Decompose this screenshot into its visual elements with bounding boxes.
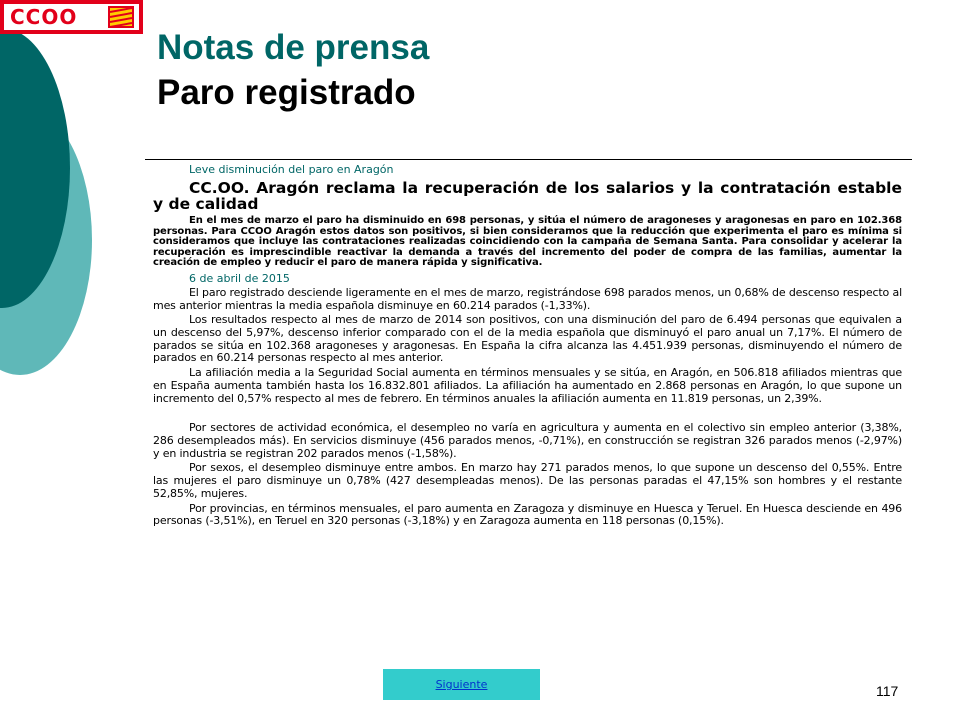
- decorative-circles: [0, 0, 150, 720]
- article-date: 6 de abril de 2015: [189, 271, 290, 285]
- next-button[interactable]: Siguiente: [383, 669, 540, 700]
- page-number: 117: [876, 683, 899, 699]
- article-headline: CC.OO. Aragón reclama la recuperación de los salarios y la contratación estable y de calidad: [153, 179, 902, 213]
- paragraph-sexos: Por sexos, el desempleo disminuye entre ambos. En marzo hay 271 parados menos, lo que supone un descenso del 0,55%. Entre las mujeres el paro disminuye un 0,78% (427 desempleadas menos). De las personas paradas el 47,15% son hombres y el restante 52,85%, mujeres.: [153, 461, 902, 500]
- aragon-flag-icon: [108, 6, 134, 28]
- paragraph-anual: Los resultados respecto al mes de marzo de 2014 son positivos, con una disminución del paro de 6.494 personas que equivalen a un descenso del 5,97%, descenso inferior comparado con el de la media española que disminuyó el paro anual un 7,17%. El número de parados se sitúa en 102.368 aragoneses y aragonesas. En España la cifra alcanza las 4.451.939 personas, disminuyendo el número de parados en 60.214 personas respecto al mes anterior.: [153, 313, 902, 365]
- paragraph-provincias: Por provincias, en términos mensuales, el paro aumenta en Zaragoza y disminuye en Huesca y Teruel. En Huesca desciende en 496 personas (-3,51%), en Teruel en 320 personas (-3,18%) y en Zaragoza aumenta en 118 personas (0,15%).: [153, 501, 902, 528]
- article-lead: En el mes de marzo el paro ha disminuido en 698 personas, y sitúa el número de aragoneses y aragonesas en paro en 102.368 personas. Para CCOO Aragón estos datos son positivos, si bien consideramos que la reducción que experimenta el paro es mínima si consideramos que incluye las contrataciones realizadas coincidiendo con la campaña de Semana Santa. Para consolidar y acelerar la recuperación es imprescindible reactivar la demanda a través del incremento del poder de compra de las familias, aumentar la creación de empleo y reducir el paro de manera rápida y significativa.: [153, 215, 902, 269]
- paragraph-sectores: Por sectores de actividad económica, el desempleo no varía en agricultura y aumenta en el colectivo sin empleo anterior (3,38%, 286 desempleados más). En servicios disminuye (456 parados menos, -0,71%), en construcción se registran 326 parados menos (-2,97%) y en industria se registran 202 parados menos (-1,58%).: [153, 421, 902, 460]
- page-subtitle: Paro registrado: [157, 73, 416, 112]
- article-subtitle: Leve disminución del paro en Aragón: [189, 163, 394, 176]
- paragraph-afiliacion: La afiliación media a la Seguridad Social aumenta en términos mensuales y se sitúa, en Aragón, en 506.818 afiliados mientras que en España aumenta también hasta los 16.832.801 afiliados. La afiliación ha aumentado en 2.868 personas en Aragón, lo que supone un incremento del 0,57% respecto al mes de febrero. En términos anuales la afiliación aumenta en 11.819 personas, un 2,39%.: [153, 366, 902, 405]
- logo-text: CCOO: [10, 5, 78, 29]
- ccoo-logo: [0, 0, 143, 34]
- page-title: Notas de prensa: [157, 28, 430, 67]
- press-release-body: [153, 163, 902, 528]
- paragraph-paro: El paro registrado desciende ligeramente en el mes de marzo, registrándose 698 parados menos, un 0,68% de descenso respecto al mes anterior mientras la media española disminuye en 60.214 parados (-1,33%).: [153, 285, 902, 312]
- title-divider: [145, 159, 912, 160]
